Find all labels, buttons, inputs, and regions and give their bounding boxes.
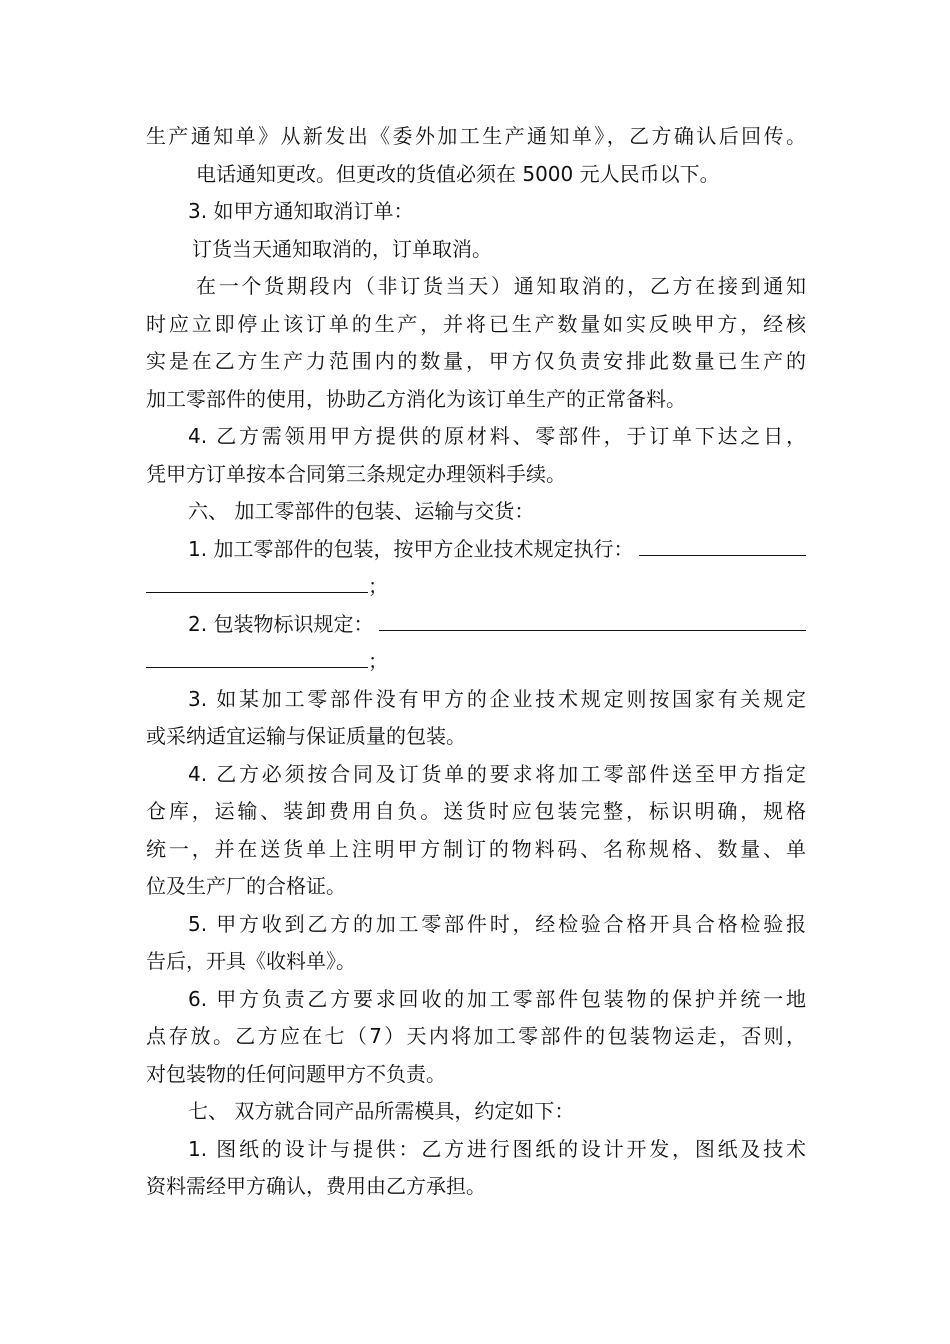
paragraph-line: 位及生产厂的合格证。 [146, 874, 346, 898]
paragraph-line: 加工零部件的使用，协助乙方消化为该订单生产的正常备料。 [146, 386, 686, 411]
line-end-punct: ； [368, 574, 388, 598]
section-item: 6. 甲方负责乙方要求回收的加工零部件包装物的保护并统一地 [188, 986, 806, 1011]
paragraph-line: 告后，开具《收料单》。 [146, 949, 356, 973]
section-item: 1. 图纸的设计与提供：乙方进行图纸的设计开发，图纸及技术 [188, 1136, 806, 1161]
item-text: 2. 包装物标识规定： [188, 611, 374, 636]
paragraph-line: 凭甲方订单按本合同第三条规定办理领料手续。 [146, 461, 566, 486]
section-item: 4. 乙方必须按合同及订货单的要求将加工零部件送至甲方指定 [188, 761, 806, 786]
paragraph-line: 生产通知单》从新发出《委外加工生产通知单》，乙方确认后回传。 [146, 124, 806, 148]
paragraph-line: 点存放。乙方应在七（7）天内将加工零部件的包装物运走，否则， [146, 1024, 806, 1048]
section-heading: 七、 双方就合同产品所需模具，约定如下： [188, 1099, 575, 1123]
paragraph-line: 时应立即停止该订单的生产，并将已生产数量如实反映甲方，经核 [146, 311, 806, 336]
blank-underline [146, 568, 368, 593]
paragraph-line: 对包装物的任何问题甲方不负责。 [146, 1061, 446, 1086]
section-item: 5. 甲方收到乙方的加工零部件时，经检验合格开具合格检验报 [188, 911, 806, 936]
section-item [146, 531, 806, 569]
paragraph-line: 统一，并在送货单上注明甲方制订的物料码、名称规格、数量、单 [146, 836, 806, 861]
paragraph-line: 订货当天通知取消的，订单取消。 [192, 236, 492, 261]
paragraph-line: 在一个货期段内（非订货当天）通知取消的，乙方在接到通知 [196, 274, 806, 298]
item-text: 1. 加工零部件的包装，按甲方企业技术规定执行： [188, 536, 634, 561]
blank-underline [639, 531, 806, 556]
line-end-punct: ； [368, 649, 388, 673]
section-item: 3. 如甲方通知取消订单： [188, 199, 414, 223]
section-item: 3. 如某加工零部件没有甲方的企业技术规定则按国家有关规定 [188, 686, 806, 711]
paragraph-line: 电话通知更改。但更改的货值必须在 5000 元人民币以下。 [196, 161, 720, 186]
paragraph-line: 实是在乙方生产力范围内的数量，甲方仅负责安排此数量已生产的 [146, 349, 806, 373]
section-heading: 六、 加工零部件的包装、运输与交货： [188, 499, 535, 523]
document-page [146, 118, 806, 1206]
paragraph-line [146, 568, 806, 606]
paragraph-line: 仓库，运输、装卸费用自负。送货时应包装完整，标识明确，规格 [146, 799, 806, 823]
paragraph-line: 资料需经甲方确认，费用由乙方承担。 [146, 1174, 486, 1198]
section-item: 4. 乙方需领用甲方提供的原材料、零部件，于订单下达之日， [188, 424, 806, 448]
paragraph-line: 或采纳适宜运输与保证质量的包装。 [146, 724, 466, 748]
section-item [146, 606, 806, 644]
blank-underline [146, 643, 368, 668]
blank-underline [379, 606, 806, 631]
paragraph-line [146, 643, 806, 681]
